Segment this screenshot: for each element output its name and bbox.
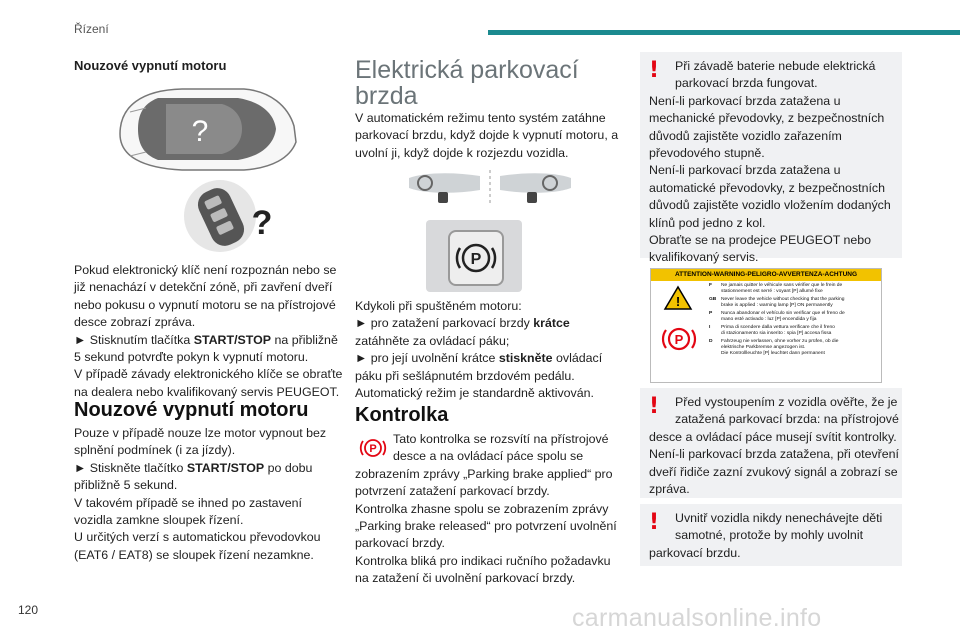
text-line: přibližně 5 sekund. <box>74 478 178 493</box>
text-line: parkovací brzdy. <box>355 536 445 551</box>
key-question-mark: ? <box>251 204 273 242</box>
step-apply: ► pro zatažení parkovací brzdy krátce <box>355 316 570 331</box>
sticker-line: Ne jamais quitter le véhicule sans vérifier que le frein de <box>721 283 843 288</box>
header-accent-bar <box>488 30 960 35</box>
text-line: Při závadě baterie nebude elektrická <box>675 59 876 73</box>
language-code: D <box>709 339 713 344</box>
text-line: Není-li parkovací brzda zatažena u <box>649 93 841 108</box>
sticker-row <box>709 311 879 323</box>
text-line: Není-li parkovací brzda zatažena, při otevření <box>649 447 900 462</box>
step-press-start-stop: ► Stisknutím tlačítka START/STOP na přibližně <box>74 332 338 347</box>
warning-sticker-illustration <box>650 268 882 383</box>
sticker-line: mano esté activado : luz [P] encendida y fija <box>721 317 817 322</box>
sticker-parking-brake-icon <box>661 321 697 357</box>
text-line: „Parking brake released“ pro potvrzení uvolnění <box>355 519 617 534</box>
sticker-title: ATTENTION-WARNING-PELIGRO-AVVERTENZA-ACHTUNG <box>651 269 881 281</box>
text-line: automatické převodovky, z bezpečnostních <box>649 180 886 195</box>
step-release: ► pro její uvolnění krátce stiskněte ovládací <box>355 351 603 366</box>
parking-brake-lever-illustration <box>426 220 522 292</box>
text-line: na dealera nebo kvalifikovaný servis PEUGEOT. <box>74 384 340 399</box>
text-line: Uvnitř vozidla nikdy nenechávejte děti <box>675 511 883 525</box>
language-code: GB <box>709 297 717 302</box>
exclamation-icon: ! <box>649 510 660 535</box>
language-code: I <box>709 325 711 330</box>
text-line: Není-li parkovací brzda zatažena u <box>649 163 841 178</box>
text-line: potvrzení zatažení parkovací brzdy. <box>355 484 550 499</box>
text-line: na zatažení či uvolnění parkovací brzdy. <box>355 571 576 586</box>
warning-triangle-icon <box>663 285 693 311</box>
auto-mode-illustration <box>405 168 575 208</box>
key-fob-icon <box>184 180 256 252</box>
text-line: (EAT6 / EAT8) se sloupek řízení nezamkne. <box>74 547 314 562</box>
text-line: Pouze v případě nouze lze motor vypnout bez <box>74 426 327 440</box>
language-code: P <box>709 311 713 316</box>
kontrolka-text <box>355 431 630 588</box>
text-line: důvodů zajistěte vozidlo zařazením <box>649 128 842 143</box>
epb-intro <box>355 110 625 162</box>
text-line: Kontrolka bliká pro indikaci ručního požadavku <box>355 553 611 568</box>
text-line: nebo pokusu o vypnutí motoru se na přístrojové <box>74 297 336 312</box>
sticker-text-block <box>709 283 879 357</box>
parking-brake-button <box>448 230 504 286</box>
sticker-line: elektrische Parkbremse angezogen ist. <box>721 345 806 350</box>
text-line: desce a na ovládací páce spolu se <box>393 449 584 464</box>
battery-warning-text <box>649 58 899 267</box>
car-question-mark: ? <box>191 115 209 148</box>
text-line: U určitých verzí s automatickou převodovkou <box>74 530 321 545</box>
text-line: Tato kontrolka se rozsvítí na přístrojové <box>393 432 609 446</box>
title-line: brzda <box>355 82 418 110</box>
sticker-line: di stazionamento sia inserito : spia [P] accesa fissa <box>721 331 832 336</box>
car-key-illustration <box>112 84 302 254</box>
exclamation-icon: ! <box>649 58 660 83</box>
exclamation-icon: ! <box>649 394 660 419</box>
epb-title <box>355 57 579 109</box>
text-line: 5 sekund potvrďte pokyn k vypnutí motoru. <box>74 350 309 365</box>
sticker-line: Fahrzeug nie verlassen, ohne vorher zu prüfen, ob die <box>721 339 839 344</box>
text-line: Automatický režim je standardně aktivován. <box>355 386 594 401</box>
sticker-line: Die Kontrollleuchte [P] leuchtet dann permanent <box>721 351 825 356</box>
watermark: carmanualsonline.info <box>572 604 822 632</box>
step-hold-start-stop: ► Stiskněte tlačítko START/STOP po dobu <box>74 460 313 475</box>
text-line: V případě závady elektronického klíče se obraťte <box>74 367 343 382</box>
svg-text:P: P <box>369 443 377 455</box>
sticker-row <box>709 297 879 309</box>
text-line: Obraťte se na prodejce PEUGEOT nebo <box>649 233 872 248</box>
emergency-stop-subheading: Nouzové vypnutí motoru <box>74 58 227 73</box>
text-line: V automatickém režimu tento systém zatáhne <box>355 111 606 125</box>
svg-text:P: P <box>674 332 684 347</box>
parking-brake-icon <box>450 232 502 284</box>
text-line: V takovém případě se ihned po zastavení <box>74 495 302 510</box>
text-line: desce zobrazí zpráva. <box>74 315 196 330</box>
car-steering-right <box>500 173 571 203</box>
text-line: kvalifikovaný servis. <box>649 250 759 265</box>
battery-failure-warning-panel <box>640 52 902 265</box>
emergency-stop-text <box>74 425 344 564</box>
sticker-row <box>709 283 879 295</box>
epb-operation-text <box>355 298 630 402</box>
text-line: uvolní ji, když dojde k rozjezdu vozidla. <box>355 145 569 160</box>
sticker-row <box>709 339 879 357</box>
title-line: Elektrická parkovací <box>355 56 579 84</box>
text-line: zatáhněte za ovládací páku; <box>355 333 510 348</box>
sticker-row <box>709 325 879 337</box>
text-line: parkovací brzdu, když dojde k vypnutí motoru, a <box>355 128 619 143</box>
sticker-line: stationnement est serré : voyant [P] allumé fixe <box>721 289 823 294</box>
children-warning-text <box>649 510 899 562</box>
section-title: Řízení <box>74 22 109 36</box>
sticker-line: brake is applied : warning lamp [P] ON permanently <box>721 303 833 308</box>
kontrolka-heading: Kontrolka <box>355 404 449 426</box>
svg-text:P: P <box>470 251 482 268</box>
page-number: 120 <box>18 603 39 617</box>
text-line: již nenachází v detekční zóně, při zavření dveří <box>74 280 333 295</box>
text-line: Pokud elektronický klíč není rozpoznán nebo se <box>74 263 337 277</box>
text-line: Kdykoli při spuštěném motoru: <box>355 299 522 313</box>
sticker-line: Prima di scendere dalla vettura verificare che il freno <box>721 325 835 330</box>
children-warning-panel <box>640 504 902 566</box>
text-line: parkovací brzdu. <box>649 545 741 560</box>
text-line: páku při sešlápnutém brzdovém pedálu. <box>355 368 575 383</box>
text-line: klínů pod jedno z kol. <box>649 215 766 230</box>
text-line: Kontrolka zhasne spolu se zobrazením zprávy <box>355 501 609 516</box>
text-line: dveří řidiče zazní zvukový signál a zobrazí se <box>649 464 898 479</box>
text-line: mechanické převodovky, z bezpečnostních <box>649 111 885 126</box>
before-leaving-text <box>649 394 899 498</box>
emergency-stop-heading: Nouzové vypnutí motoru <box>74 399 309 421</box>
text-line: důvodů zajistěte vozidlo vložením dodaných <box>649 198 891 213</box>
text-line: vozidla zamkne sloupek řízení. <box>74 513 244 528</box>
text-line: převodového stupně. <box>649 146 765 161</box>
text-line: splnění podmínek (i za jízdy). <box>74 443 236 458</box>
text-line: zpráva. <box>649 482 690 497</box>
sticker-line: Nunca abandonar el vehículo sin verificar que el freno de <box>721 311 845 316</box>
svg-text:!: ! <box>675 294 681 309</box>
text-line: zobrazením zprávy „Parking brake applied“ pro <box>355 466 613 481</box>
text-line: samotné, protože by mohly uvolnit <box>675 528 864 543</box>
sticker-line: Never leave the vehicle without checking that the parking <box>721 297 845 302</box>
text-line: Před vystoupením z vozidla ověřte, že je <box>675 395 898 409</box>
before-leaving-warning-panel <box>640 388 902 498</box>
text-line: parkovací brzda fungovat. <box>675 76 818 91</box>
car-steering-left <box>409 173 480 203</box>
key-not-detected-text <box>74 262 344 401</box>
language-code: F <box>709 283 712 288</box>
text-line: zatažená parkovací brzda: na přístrojové <box>675 412 899 427</box>
text-line: desce a ovládací páce musejí svítit kontrolky. <box>649 429 897 444</box>
